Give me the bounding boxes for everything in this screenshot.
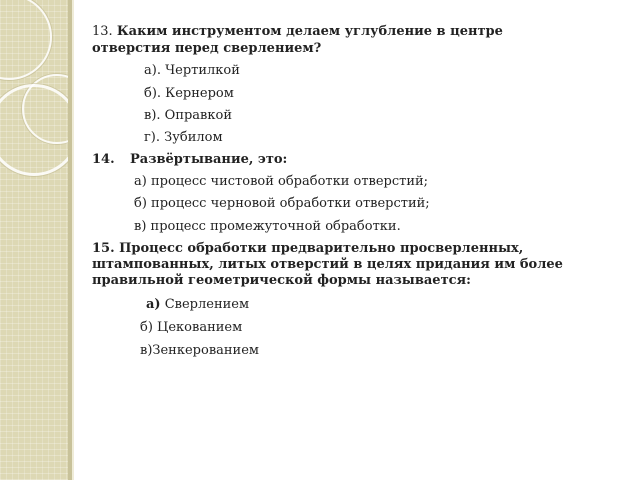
question-15-option-b: б) Цекованием bbox=[140, 320, 243, 335]
question-15-option-a-prefix: а) bbox=[146, 297, 161, 312]
question-13-text: Каким инструментом делаем углубление в центре bbox=[116, 24, 503, 39]
question-15-option-c: в)Зенкерованием bbox=[140, 343, 260, 358]
question-14-option-b: б) процесс черновой обработки отверстий; bbox=[134, 196, 430, 211]
question-15-line3: правильной геометрической формы называется: bbox=[92, 273, 471, 288]
question-13-text-line2: отверстия перед сверлением? bbox=[92, 41, 322, 56]
question-13-option-d: г). Зубилом bbox=[144, 130, 223, 145]
question-14-number: 14. bbox=[92, 152, 115, 167]
question-15-line1: 15. Процесс обработки предварительно просверленных, bbox=[92, 241, 524, 256]
question-14-option-c: в) процесс промежуточной обработки. bbox=[134, 219, 401, 234]
question-14-text: Развёртывание, это: bbox=[130, 152, 288, 167]
question-14-option-a: а) процесс чистовой обработки отверстий; bbox=[134, 174, 429, 189]
question-15-option-a-text: Сверлением bbox=[160, 297, 250, 312]
question-13-option-a: а). Чертилкой bbox=[144, 63, 240, 78]
question-13-option-c: в). Оправкой bbox=[144, 108, 232, 123]
question-13-number: 13. bbox=[92, 24, 113, 39]
question-15-line2: штампованных, литых отверстий в целях придания им более bbox=[92, 257, 563, 272]
question-15-option-a bbox=[146, 297, 249, 313]
question-13-line1 bbox=[92, 24, 503, 40]
question-13-option-b: б). Кернером bbox=[144, 86, 234, 101]
